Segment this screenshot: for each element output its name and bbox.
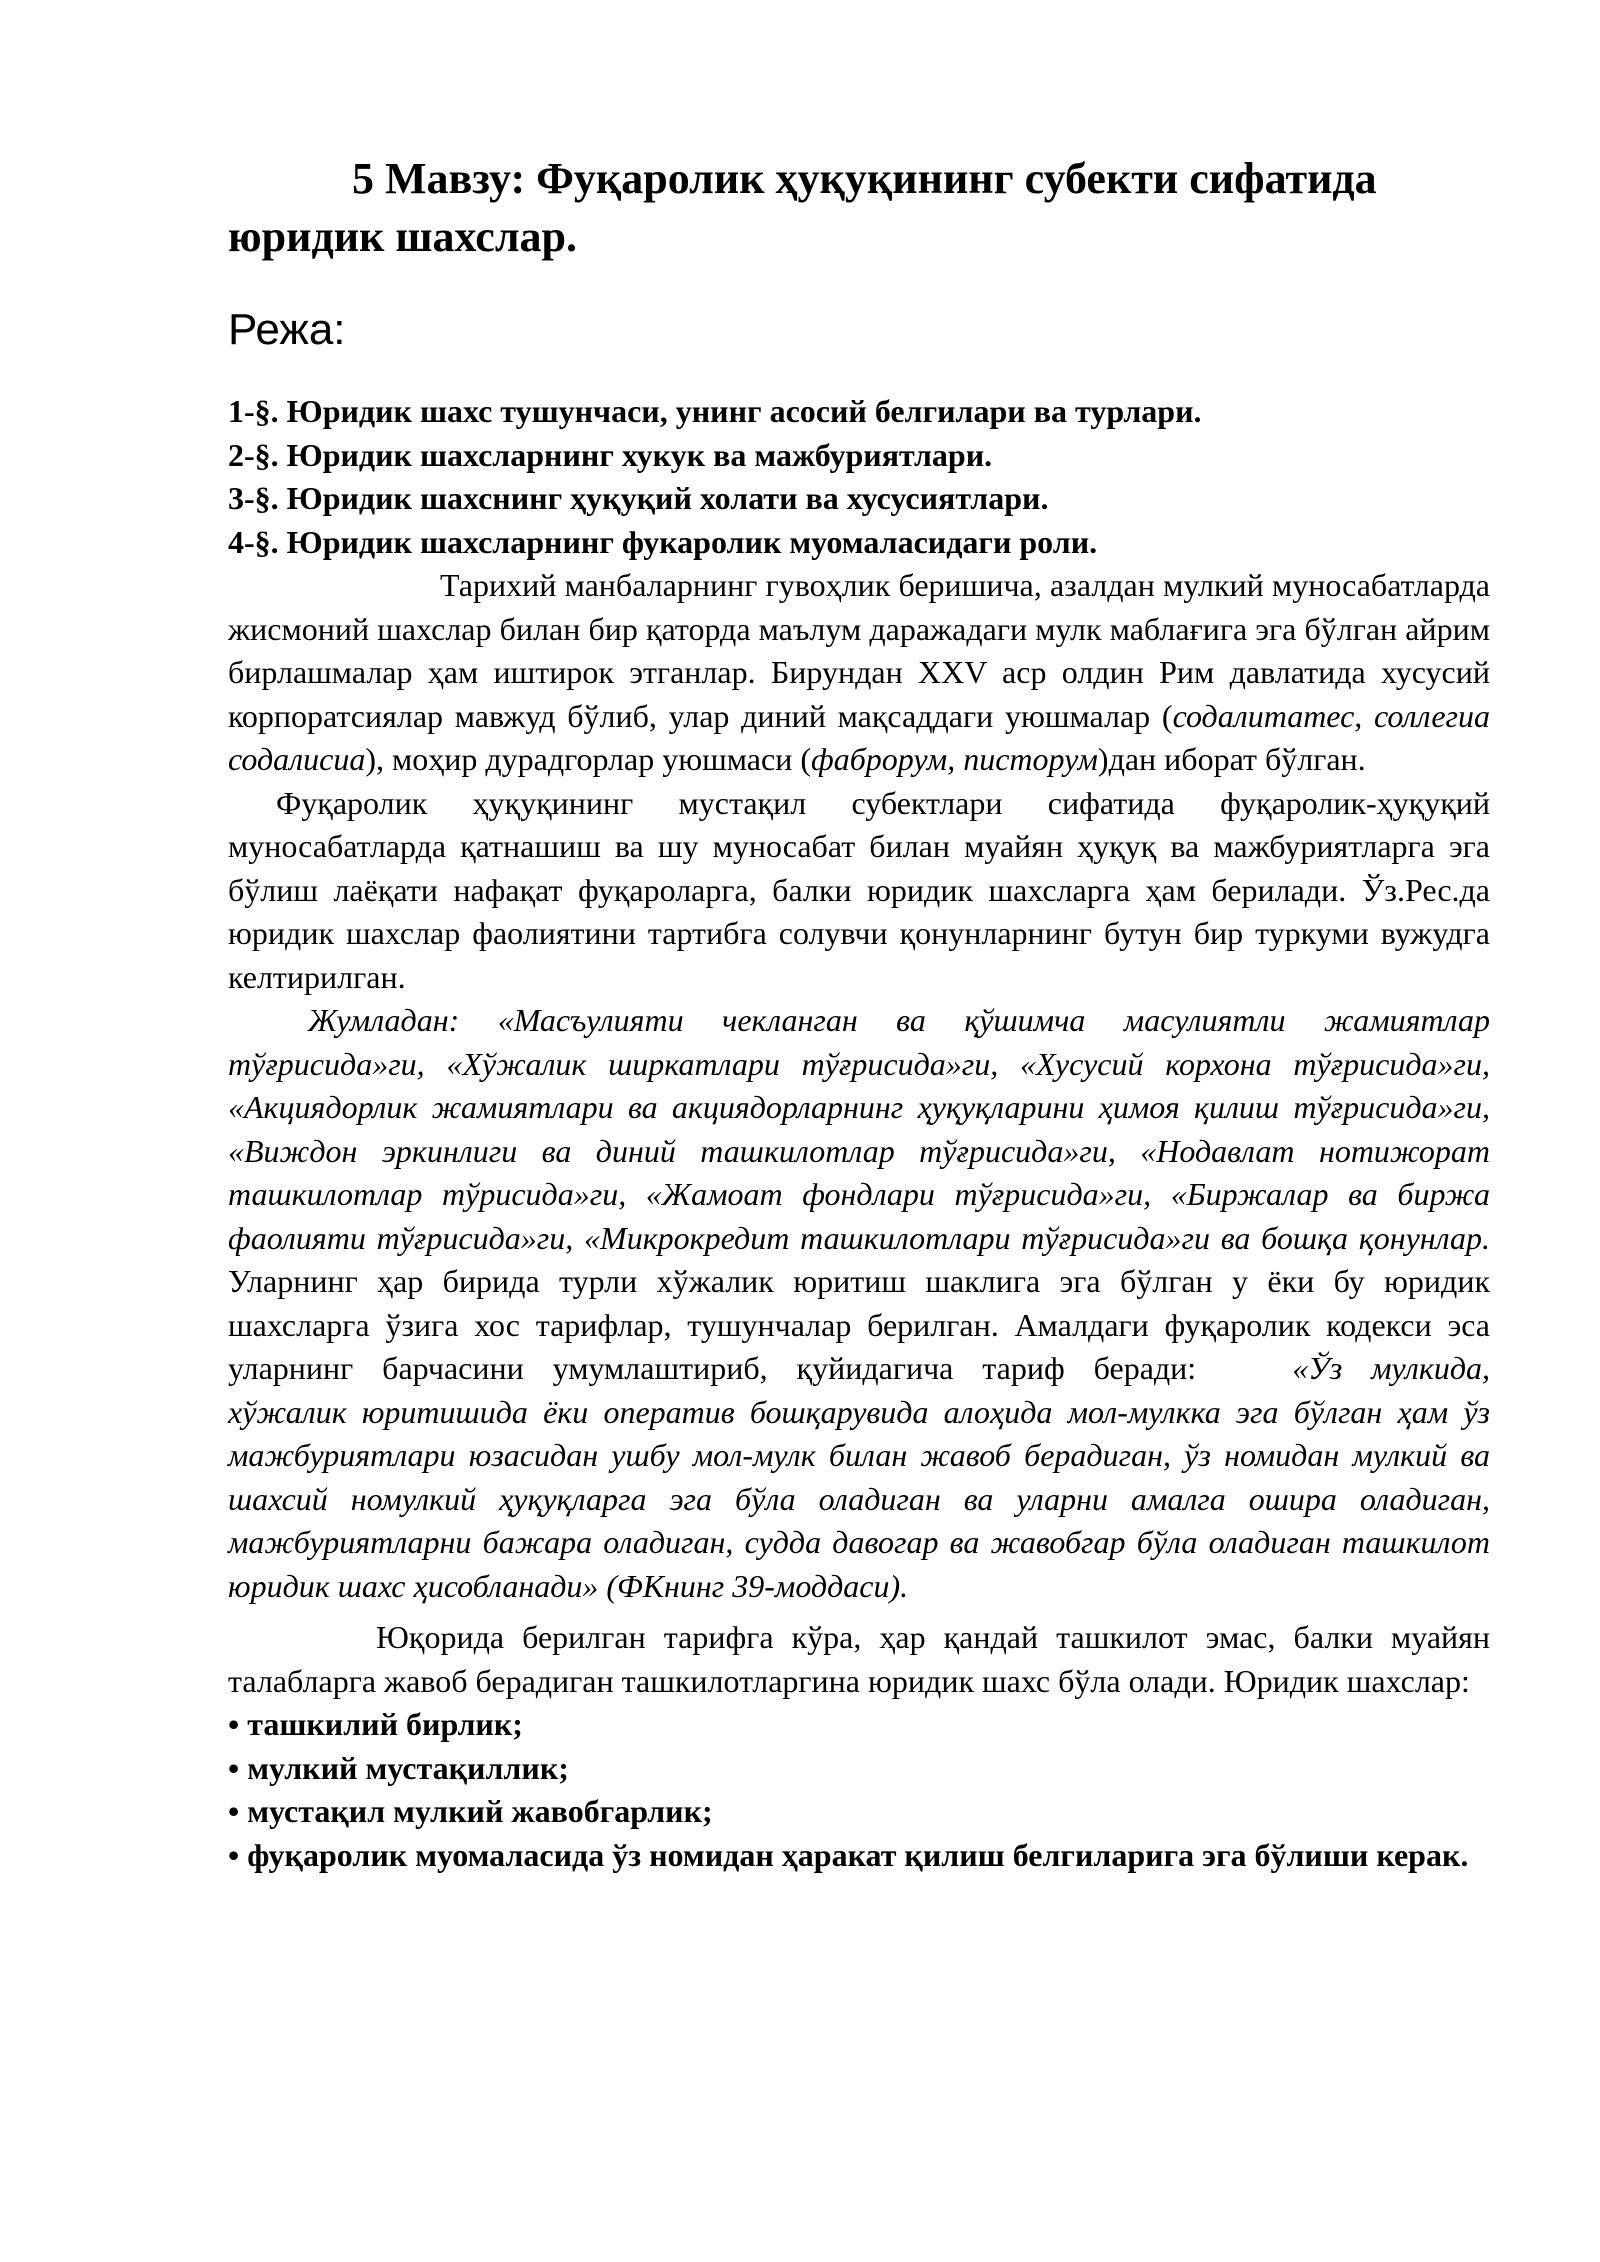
criteria-paragraph: Юқорида берилган тарифга кўра, ҳар қандай ташкилот эмас, балки муайян талабларга жавоб берадиган ташкилотларгина юридик шахс бўла олади. Юридик шахслар:: [228, 1619, 1490, 1699]
history-paragraph: [228, 564, 1490, 782]
plan-item: 1-§. Юридик шахс тушунчаси, унинг асосий белгилари ва турлари.: [228, 393, 1202, 429]
feature-item: • мустақил мулкий жавобгарлик;: [228, 1793, 713, 1829]
history-italic-term: содалитатес, соллегиа содалисиа: [228, 697, 1491, 777]
plan-item: 4-§. Юридик шахсларнинг фукаролик муомаласидаги роли.: [228, 523, 1098, 560]
history-text: )дан иборат бўлган.: [1097, 741, 1366, 777]
laws-list-italic: Жумладан: «Масъулияти чекланган ва қўшимча масулиятли жамиятлар тўғрисида»ги, «Хўжалик ширкатлари тўғрисида»ги, «Хусусий корхона тўғрисида»ги, «Акциядорлик жамиятлари ва акциядорларнинг ҳуқуқларини ҳимоя қилиш тўғрисида»ги, «Виждон эркинлиги ва диний ташкилотлар тўғрисида»ги, «Нодавлат нотижорат ташкилотлар тўрисида»ги, «Жамоат фондлари тўғрисида»ги, «Биржалар ва биржа фаолияти тўғрисида»ги, «Микрокредит ташкилотлари тўғрисида»ги ва бошқа қонунлар.: [228, 1002, 1490, 1256]
feature-item: • ташкилий бирлик;: [228, 1706, 523, 1742]
laws-paragraph: [228, 999, 1490, 1608]
plan-item: 3-§. Юридик шахснинг ҳуқуқий холати ва хусусиятлари.: [228, 480, 1049, 516]
features-list: [228, 1703, 1490, 1877]
feature-item: • фуқаролик муомаласида ўз номидан ҳаракат қилиш белгиларига эга бўлиши керак.: [228, 1836, 1469, 1873]
feature-item: • мулкий мустақиллик;: [228, 1749, 569, 1786]
subjects-paragraph: Фуқаролик ҳуқуқининг мустақил субектлари сифатида фуқаролик-ҳуқуқий муносабатларда қатнашиш ва шу муносабат билан муайян ҳуқуқ ва мажбуриятларга эга бўлиш лаёқати нафақат фуқароларга, балки юридик шахсларга ҳам берилади. Ўз.Рес.да юридик шахслар фаолиятини тартибга солувчи қонунларнинг бутун бир туркуми вужудга келтирилган.: [228, 784, 1490, 995]
plan-item: 2-§. Юридик шахсларнинг хукук ва мажбуриятлари.: [228, 436, 993, 473]
history-text: ), моҳир дурадгорлар уюшмаси (: [365, 741, 811, 777]
document-title: 5 Мавзу: Фуқаролик ҳуқуқининг субекти сифатида юридик шахслар.: [228, 154, 1377, 261]
plan-list: [228, 390, 1490, 564]
plan-heading: Режа:: [228, 305, 346, 354]
laws-text: Уларнинг ҳар бирида турли хўжалик юритиш шаклига эга бўлган у ёки бу юридик шахсларга ўзига хос тарифлар, тушунчалар берилган. Амалдаги фуқаролик кодекси эса уларнинг барчасини умумлаштириб, қуйидагича тариф беради:: [228, 1263, 1490, 1386]
legal-definition-italic: «Ўз мулкида, хўжалик юритишида ёки оператив бошқарувида алоҳида мол-мулкка эга бўлган ҳам ўз мажбуриятлари юзасидан ушбу мол-мулк билан жавоб берадиган, ўз номидан мулкий ва шахсий номулкий ҳуқуқларга эга бўла оладиган ва уларни амалга ошира оладиган, мажбуриятларни бажара оладиган, судда давогар ва жавобгар бўла оладиган ташкилот юридик шахс ҳисобланади» (ФКнинг 39-моддаси).: [228, 1350, 1491, 1604]
history-italic-term: фаброрум, писторум: [810, 741, 1098, 777]
history-text: Тарихий манбаларнинг гувоҳлик беришича, азалдан мулкий муносабатларда жисмоний шахслар билан бир қаторда маълум даражадаги мулк маблағига эга бўлган айрим бирлашмалар ҳам иштирок этганлар. Бирундан XXV аср олдин Рим давлатида хусусий корпоратсиялар мавжуд бўлиб, улар диний мақсаддаги уюшмалар (: [228, 567, 1490, 734]
